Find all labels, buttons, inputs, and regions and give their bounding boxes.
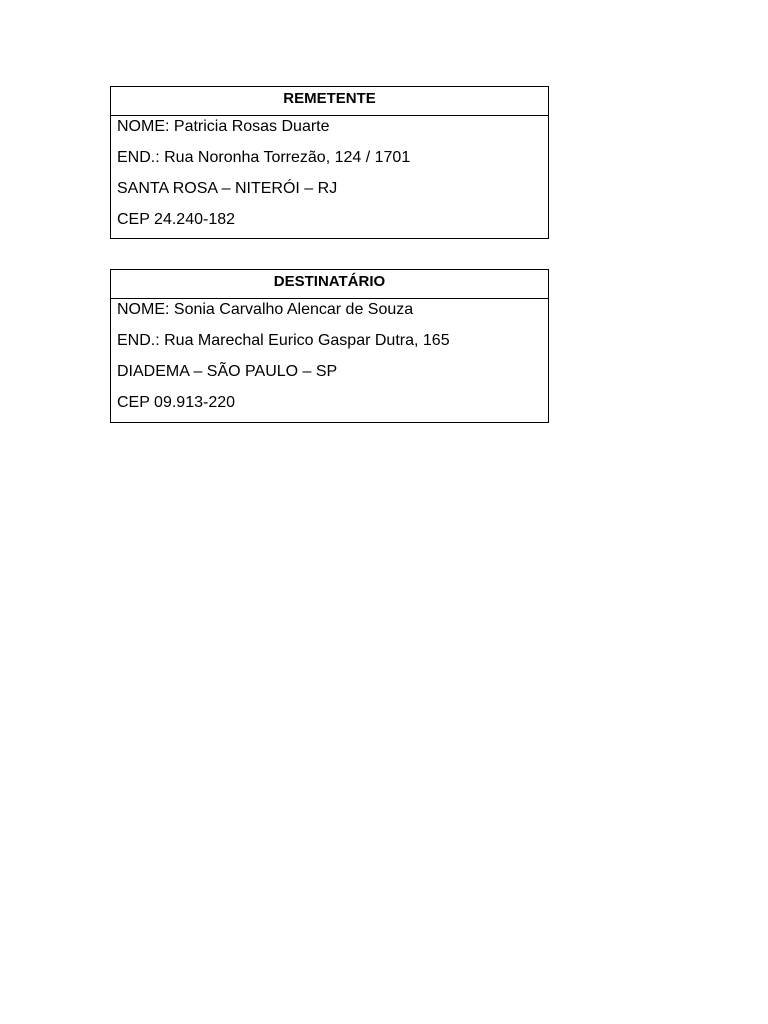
- sender-box: [110, 86, 549, 239]
- sender-city: SANTA ROSA – NITERÓI – RJ: [117, 180, 338, 197]
- recipient-address: END.: Rua Marechal Eurico Gaspar Dutra, 165: [117, 332, 450, 349]
- recipient-cep: CEP 09.913-220: [117, 394, 236, 411]
- sender-cep: CEP 24.240-182: [117, 211, 236, 228]
- sender-address: END.: Rua Noronha Torrezão, 124 / 1701: [117, 149, 411, 166]
- recipient-title: DESTINATÁRIO: [111, 270, 548, 299]
- recipient-box: [110, 269, 549, 423]
- sender-name: NOME: Patricia Rosas Duarte: [117, 118, 330, 135]
- recipient-city: DIADEMA – SÃO PAULO – SP: [117, 363, 338, 380]
- recipient-name: NOME: Sonia Carvalho Alencar de Souza: [117, 301, 414, 318]
- recipient-body: [111, 299, 548, 424]
- sender-title: REMETENTE: [111, 87, 548, 116]
- sender-body: [111, 116, 548, 241]
